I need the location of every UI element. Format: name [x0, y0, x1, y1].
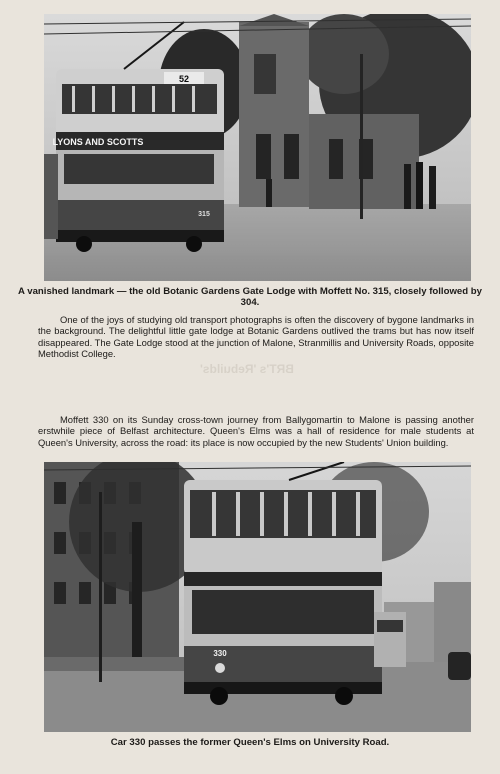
tram-fleet-number: 315 [198, 211, 210, 218]
tram-photo-queens-elms [44, 462, 471, 732]
tram-advert-text: LYONS AND SCOTTS [52, 137, 144, 147]
photo-caption-bottom: Car 330 passes the former Queen's Elms on University Road. [110, 737, 390, 748]
body-paragraph-2: Moffett 330 on its Sunday cross-town journey from Ballygomartin to Malone is passing another erstwhile piece of Belfast architecture. Queen's Elms was a hall of residence for male students at Queen's University, across the road: its place is now occupied by the new Students' Union building. [38, 414, 474, 448]
tram-fleet-number: 330 [213, 649, 227, 658]
route-number-text: 52 [178, 74, 190, 84]
photo-caption-top: A vanished landmark — the old Botanic Gardens Gate Lodge with Moffett No. 315, closely followed by 304. [18, 286, 482, 308]
body-paragraph-1: One of the joys of studying old transport photographs is often the discovery of bygone landmarks in the background. The delightful little gate lodge at Botanic Gardens outlived the trams but has now itself disappeared. The Gate Lodge stood at the junction of Malone, Stranmillis and University Roads, opposite Methodist College. [38, 314, 474, 360]
tram-photo-botanic-gardens [44, 14, 471, 281]
show-through-heading: BRT's 'Rebuilds' [200, 362, 294, 376]
